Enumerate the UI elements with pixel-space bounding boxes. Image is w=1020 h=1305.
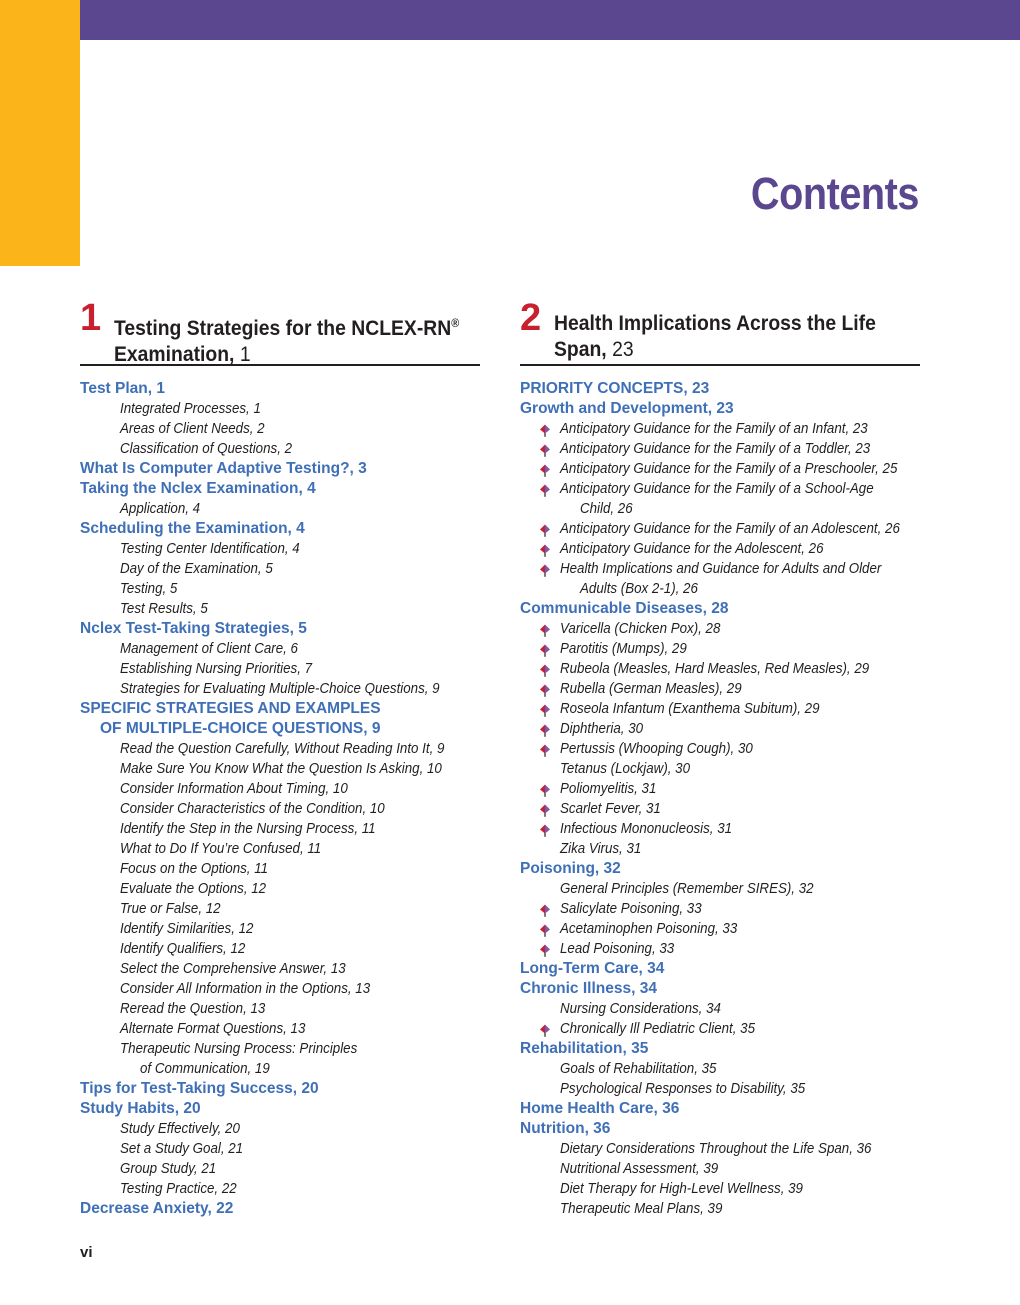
toc-entry-text: Identify Similarities, 12	[120, 921, 254, 937]
toc-entry-text: Testing Center Identification, 4	[120, 541, 300, 557]
toc-entry-text: Dietary Considerations Throughout the Life Span, 36	[560, 1141, 872, 1157]
toc-subentry[interactable]	[520, 1139, 920, 1159]
toc-subentry[interactable]	[80, 1059, 480, 1079]
toc-subentry[interactable]	[520, 719, 920, 739]
chapter-title: Testing Strategies for the NCLEX-RN® Examination, 1	[114, 316, 460, 367]
toc-subentry[interactable]	[80, 799, 480, 819]
priority-concept-icon	[539, 803, 551, 816]
toc-entry-text: What to Do If You’re Confused, 11	[120, 841, 322, 857]
toc-heading-entry[interactable]	[520, 599, 920, 619]
toc-heading-entry[interactable]	[80, 1099, 480, 1119]
toc-entry-text: Integrated Processes, 1	[120, 401, 261, 417]
priority-concept-icon	[539, 643, 551, 656]
toc-entry-text: Nutritional Assessment, 39	[560, 1161, 719, 1177]
priority-concept-icon	[539, 663, 551, 676]
toc-entry-text: Growth and Development, 23	[520, 400, 734, 417]
toc-entry-text: Goals of Rehabilitation, 35	[560, 1061, 717, 1077]
toc-subentry[interactable]	[520, 419, 920, 439]
toc-entry-text: Testing, 5	[120, 581, 178, 597]
toc-heading-entry[interactable]	[80, 719, 480, 739]
toc-entry-text: Alternate Format Questions, 13	[120, 1021, 306, 1037]
toc-entry-text: Day of the Examination, 5	[120, 561, 273, 577]
chapter-2-column	[520, 298, 920, 1219]
toc-heading-entry[interactable]	[520, 979, 920, 999]
toc-entry-text: Reread the Question, 13	[120, 1001, 266, 1017]
toc-entry-text: Focus on the Options, 11	[120, 861, 269, 877]
toc-entry-text: Nutrition, 36	[520, 1120, 611, 1137]
toc-entry-text: Adults (Box 2-1), 26	[580, 581, 698, 597]
toc-entry-text: Rehabilitation, 35	[520, 1040, 649, 1057]
toc-entry-text: Chronic Illness, 34	[520, 980, 657, 997]
toc-entry-text: Establishing Nursing Priorities, 7	[120, 661, 313, 677]
toc-entry-text: Poliomyelitis, 31	[560, 781, 657, 797]
toc-subentry[interactable]	[520, 439, 920, 459]
toc-entry-text: Long-Term Care, 34	[520, 960, 665, 977]
toc-heading-entry[interactable]	[520, 959, 920, 979]
toc-subentry[interactable]	[520, 559, 920, 579]
toc-subentry[interactable]	[80, 1139, 480, 1159]
toc-subentry[interactable]	[520, 619, 920, 639]
toc-entry-text: Classification of Questions, 2	[120, 441, 293, 457]
toc-entry-text: Communicable Diseases, 28	[520, 600, 729, 617]
toc-subentry[interactable]	[80, 659, 480, 679]
toc-subentry[interactable]	[520, 839, 920, 859]
priority-concept-icon	[539, 523, 551, 536]
priority-concept-icon	[539, 743, 551, 756]
toc-entry-text: Study Habits, 20	[80, 1100, 201, 1117]
toc-entry-text: Rubella (German Measles), 29	[560, 681, 742, 697]
toc-subentry[interactable]	[520, 899, 920, 919]
toc-subentry[interactable]	[520, 879, 920, 899]
toc-subentry[interactable]	[520, 939, 920, 959]
toc-entry-text: Home Health Care, 36	[520, 1100, 680, 1117]
toc-entry-text: Salicylate Poisoning, 33	[560, 901, 702, 917]
toc-subentry[interactable]	[80, 419, 480, 439]
toc-subentry[interactable]	[520, 779, 920, 799]
toc-subentry[interactable]	[80, 499, 480, 519]
toc-subentry[interactable]	[80, 759, 480, 779]
priority-concept-icon	[539, 563, 551, 576]
chapter-title: Health Implications Across the Life Span, 23	[554, 311, 876, 361]
toc-subentry[interactable]	[80, 1019, 480, 1039]
toc-subentry[interactable]	[520, 659, 920, 679]
toc-entry-text: Nursing Considerations, 34	[560, 1001, 721, 1017]
toc-subentry[interactable]	[520, 739, 920, 759]
toc-entry-text: Anticipatory Guidance for the Family of a Preschooler, 25	[560, 461, 898, 477]
toc-heading-entry[interactable]	[80, 459, 480, 479]
toc-entry-text: Tetanus (Lockjaw), 30	[560, 761, 691, 777]
toc-entry-text: Strategies for Evaluating Multiple-Choice Questions, 9	[120, 681, 440, 697]
registered-mark: ®	[451, 316, 460, 330]
priority-concept-icon	[539, 683, 551, 696]
toc-heading-entry[interactable]	[520, 859, 920, 879]
toc-heading-entry[interactable]	[80, 479, 480, 499]
chapter-page: 1	[239, 342, 251, 367]
toc-subentry[interactable]	[80, 859, 480, 879]
toc-subentry[interactable]	[80, 1179, 480, 1199]
priority-concept-icon	[539, 783, 551, 796]
chapter-number: 2	[520, 297, 542, 339]
toc-entry-text: Select the Comprehensive Answer, 13	[120, 961, 346, 977]
toc-entry-text: OF MULTIPLE-CHOICE QUESTIONS, 9	[100, 720, 381, 737]
toc-heading-entry[interactable]	[520, 1039, 920, 1059]
toc-entry-text: Test Plan, 1	[80, 380, 165, 397]
toc-subentry[interactable]	[520, 1059, 920, 1079]
toc-entry-text: SPECIFIC STRATEGIES AND EXAMPLES	[80, 700, 381, 717]
toc-entry-text: Pertussis (Whooping Cough), 30	[560, 741, 753, 757]
toc-entry-text: Therapeutic Nursing Process: Principles	[120, 1041, 358, 1057]
toc-entry-text: Scheduling the Examination, 4	[80, 520, 305, 537]
priority-concept-icon	[539, 623, 551, 636]
toc-subentry[interactable]	[520, 1179, 920, 1199]
chapter-2-heading	[520, 298, 920, 366]
toc-subentry[interactable]	[80, 899, 480, 919]
toc-subentry[interactable]	[520, 759, 920, 779]
toc-entry-text: Diet Therapy for High-Level Wellness, 39	[560, 1181, 803, 1197]
toc-entry-text: Set a Study Goal, 21	[120, 1141, 244, 1157]
priority-concept-icon	[539, 723, 551, 736]
priority-concept-icon	[539, 703, 551, 716]
toc-subentry[interactable]	[520, 819, 920, 839]
toc-subentry[interactable]	[520, 1159, 920, 1179]
toc-entry-text: Consider Characteristics of the Condition, 10	[120, 801, 385, 817]
toc-heading-entry[interactable]	[80, 519, 480, 539]
toc-subentry[interactable]	[520, 519, 920, 539]
toc-subentry[interactable]	[80, 679, 480, 699]
toc-subentry[interactable]	[80, 879, 480, 899]
toc-subentry[interactable]	[80, 1039, 480, 1059]
toc-entry-text: Child, 26	[580, 501, 633, 517]
toc-entry-text: Anticipatory Guidance for the Adolescent, 26	[560, 541, 824, 557]
toc-subentry[interactable]	[80, 579, 480, 599]
toc-heading-entry[interactable]	[520, 399, 920, 419]
toc-subentry[interactable]	[520, 539, 920, 559]
toc-entry-text: Areas of Client Needs, 2	[120, 421, 265, 437]
top-color-band	[80, 0, 1020, 40]
page-folio: vi	[80, 1244, 93, 1261]
toc-entry-text: Group Study, 21	[120, 1161, 217, 1177]
toc-entry-text: Anticipatory Guidance for the Family of an Adolescent, 26	[560, 521, 900, 537]
toc-subentry[interactable]	[520, 459, 920, 479]
toc-entry-text: Identify the Step in the Nursing Process, 11	[120, 821, 376, 837]
toc-subentry[interactable]	[80, 399, 480, 419]
priority-concept-icon	[539, 903, 551, 916]
toc-subentry[interactable]	[80, 919, 480, 939]
toc-entry-text: Roseola Infantum (Exanthema Subitum), 29	[560, 701, 820, 717]
toc-entry-text: Anticipatory Guidance for the Family of an Infant, 23	[560, 421, 868, 437]
toc-entry-text: Taking the Nclex Examination, 4	[80, 480, 316, 497]
priority-concept-icon	[539, 543, 551, 556]
toc-subentry[interactable]	[80, 819, 480, 839]
toc-subentry[interactable]	[520, 799, 920, 819]
priority-concept-icon	[539, 1023, 551, 1036]
toc-heading-entry[interactable]	[80, 1079, 480, 1099]
toc-entry-text: Application, 4	[120, 501, 201, 517]
priority-concept-icon	[539, 483, 551, 496]
toc-subentry[interactable]	[520, 1019, 920, 1039]
toc-heading-entry[interactable]	[80, 699, 480, 719]
page-title: Contents	[750, 168, 919, 219]
toc-subentry[interactable]	[80, 639, 480, 659]
toc-entry-text: Diphtheria, 30	[560, 721, 644, 737]
chapter-1-entries	[80, 379, 480, 1219]
toc-entry-text: General Principles (Remember SIRES), 32	[560, 881, 814, 897]
toc-subentry[interactable]	[520, 999, 920, 1019]
toc-subentry[interactable]	[80, 1119, 480, 1139]
toc-heading-entry[interactable]	[80, 1199, 480, 1219]
toc-subentry[interactable]	[80, 1159, 480, 1179]
toc-subentry[interactable]	[80, 559, 480, 579]
toc-entry-text: Health Implications and Guidance for Adults and Older	[560, 561, 882, 577]
priority-concept-icon	[539, 823, 551, 836]
priority-concept-icon	[539, 463, 551, 476]
priority-concept-icon	[539, 443, 551, 456]
toc-entry-text: Test Results, 5	[120, 601, 208, 617]
toc-entry-text: Read the Question Carefully, Without Reading Into It, 9	[120, 741, 445, 757]
toc-subentry[interactable]	[80, 739, 480, 759]
toc-entry-text: Tips for Test-Taking Success, 20	[80, 1080, 319, 1097]
toc-entry-text: Management of Client Care, 6	[120, 641, 298, 657]
toc-entry-text: Consider Information About Timing, 10	[120, 781, 348, 797]
toc-entry-text: Testing Practice, 22	[120, 1181, 237, 1197]
toc-subentry[interactable]	[520, 579, 920, 599]
side-color-tab	[0, 0, 80, 266]
toc-subentry[interactable]	[80, 959, 480, 979]
toc-entry-text: Make Sure You Know What the Question Is Asking, 10	[120, 761, 442, 777]
toc-subentry[interactable]	[520, 679, 920, 699]
toc-entry-text: Rubeola (Measles, Hard Measles, Red Measles), 29	[560, 661, 870, 677]
toc-entry-text: Acetaminophen Poisoning, 33	[560, 921, 738, 937]
toc-subentry[interactable]	[520, 479, 920, 499]
toc-entry-text: True or False, 12	[120, 901, 221, 917]
toc-entry-text: Identify Qualifiers, 12	[120, 941, 246, 957]
toc-entry-text: Zika Virus, 31	[560, 841, 642, 857]
chapter-number: 1	[80, 297, 102, 339]
toc-heading-entry[interactable]	[80, 379, 480, 399]
toc-subentry[interactable]	[520, 639, 920, 659]
toc-entry-text: Psychological Responses to Disability, 35	[560, 1081, 806, 1097]
toc-heading-entry[interactable]	[520, 1119, 920, 1139]
toc-entry-text: of Communication, 19	[140, 1061, 270, 1077]
toc-entry-text: Chronically Ill Pediatric Client, 35	[560, 1021, 755, 1037]
toc-entry-text: Study Effectively, 20	[120, 1121, 240, 1137]
toc-entry-text: Poisoning, 32	[520, 860, 621, 877]
chapter-page: 23	[612, 337, 634, 361]
toc-subentry[interactable]	[520, 499, 920, 519]
toc-subentry[interactable]	[80, 779, 480, 799]
chapter-1-heading	[80, 298, 480, 366]
toc-heading-entry[interactable]	[520, 379, 920, 399]
toc-heading-entry[interactable]	[520, 1099, 920, 1119]
toc-subentry[interactable]	[80, 539, 480, 559]
toc-entry-text: Therapeutic Meal Plans, 39	[560, 1201, 723, 1217]
toc-entry-text: Consider All Information in the Options, 13	[120, 981, 371, 997]
toc-subentry[interactable]	[80, 839, 480, 859]
toc-entry-text: PRIORITY CONCEPTS, 23	[520, 380, 710, 397]
toc-entry-text: Evaluate the Options, 12	[120, 881, 267, 897]
toc-entry-text: Decrease Anxiety, 22	[80, 1200, 234, 1217]
toc-heading-entry[interactable]	[80, 619, 480, 639]
toc-entry-text: Anticipatory Guidance for the Family of a Toddler, 23	[560, 441, 871, 457]
toc-subentry[interactable]	[80, 599, 480, 619]
toc-subentry[interactable]	[520, 1199, 920, 1219]
toc-subentry[interactable]	[520, 919, 920, 939]
toc-entry-text: Parotitis (Mumps), 29	[560, 641, 687, 657]
toc-entry-text: Varicella (Chicken Pox), 28	[560, 621, 721, 637]
priority-concept-icon	[539, 423, 551, 436]
chapter-2-entries	[520, 379, 920, 1219]
toc-entry-text: Nclex Test-Taking Strategies, 5	[80, 620, 307, 637]
toc-entry-text: Scarlet Fever, 31	[560, 801, 661, 817]
toc-entry-text: Anticipatory Guidance for the Family of a School-Age	[560, 481, 874, 497]
priority-concept-icon	[539, 943, 551, 956]
toc-subentry[interactable]	[80, 939, 480, 959]
toc-subentry[interactable]	[80, 979, 480, 999]
toc-subentry[interactable]	[80, 999, 480, 1019]
toc-entry-text: Infectious Mononucleosis, 31	[560, 821, 733, 837]
priority-concept-icon	[539, 923, 551, 936]
toc-entry-text: What Is Computer Adaptive Testing?, 3	[80, 460, 367, 477]
toc-subentry[interactable]	[80, 439, 480, 459]
toc-subentry[interactable]	[520, 1079, 920, 1099]
toc-entry-text: Lead Poisoning, 33	[560, 941, 675, 957]
chapter-1-column	[80, 298, 480, 1219]
toc-subentry[interactable]	[520, 699, 920, 719]
